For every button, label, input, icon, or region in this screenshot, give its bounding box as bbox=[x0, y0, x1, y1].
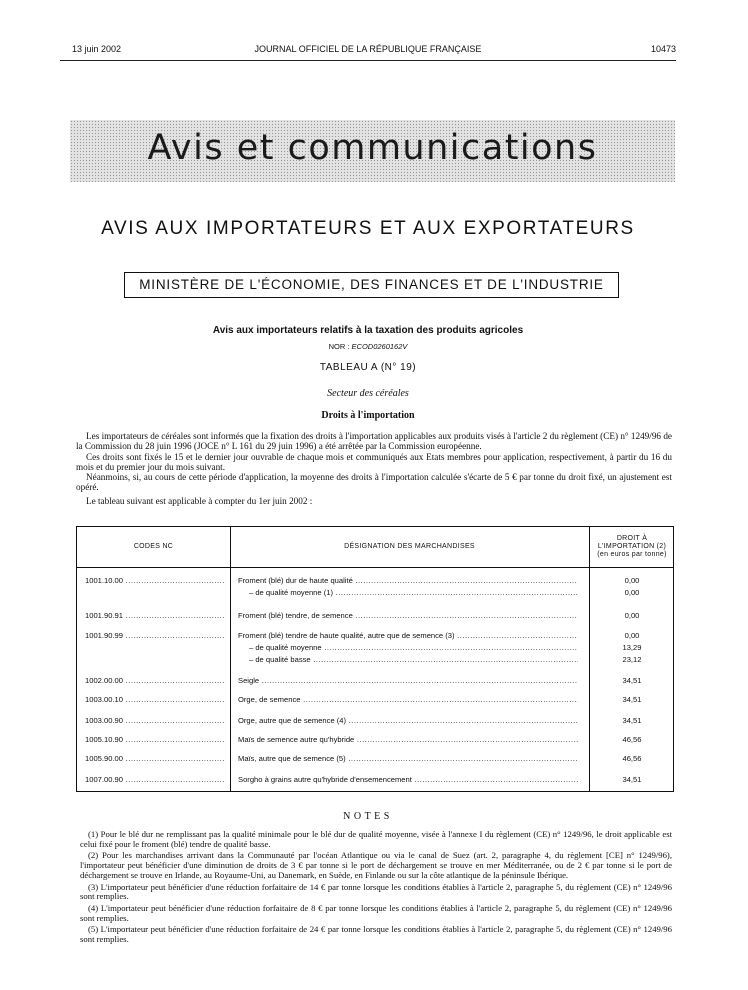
import-duty-value: 0,00 bbox=[624, 576, 640, 585]
section-title: AVIS AUX IMPORTATEURS ET AUX EXPORTATEURS bbox=[101, 218, 635, 239]
table-row bbox=[77, 695, 675, 707]
banner-title: Avis et communications bbox=[147, 128, 598, 168]
intro-paragraphs bbox=[76, 431, 672, 506]
header-date: 13 juin 2002 bbox=[72, 44, 122, 54]
table-row bbox=[77, 611, 675, 623]
goods-designation: Froment (blé) dur de haute qualité ..... bbox=[238, 576, 578, 585]
goods-designation: – de qualité moyenne ..... bbox=[249, 643, 578, 652]
goods-designation: – de qualité moyenne (1) ..... bbox=[249, 588, 578, 597]
import-duty-value: 46,56 bbox=[622, 735, 642, 744]
table-row bbox=[77, 631, 675, 643]
tableau-number: TABLEAU A (N° 19) bbox=[319, 362, 417, 373]
table-row bbox=[77, 775, 675, 787]
note-item: (4) L'importateur peut bénéficier d'une réduction forfaitaire de 8 € par tonne lorsque les conditions établies à l'article 2, paragraphe 5, du règlement (CE) n° 1249/96 sont remplies. bbox=[80, 902, 672, 923]
import-duty-value: 13,29 bbox=[622, 643, 642, 652]
notice-title: Avis aux importateurs relatifs à la taxation des produits agricoles bbox=[212, 325, 524, 336]
import-duty-value: 46,56 bbox=[622, 754, 642, 763]
header-journal-title: JOURNAL OFFICIEL DE LA RÉPUBLIQUE FRANÇAISE bbox=[254, 44, 482, 54]
nc-code: 1005.90.00 ..... bbox=[85, 754, 225, 763]
goods-designation: Orge, de semence ..... bbox=[238, 695, 578, 704]
page-header bbox=[60, 44, 676, 58]
import-duty-value: 0,00 bbox=[624, 631, 640, 640]
table-row bbox=[77, 735, 675, 747]
import-duty-value: 23,12 bbox=[622, 655, 642, 664]
nc-code: 1001.10.00 ..... bbox=[85, 576, 225, 585]
nc-code: 1002.00.00 ..... bbox=[85, 676, 225, 685]
column-header-codes: CODES NC bbox=[133, 543, 174, 550]
nc-code: 1003.00.90 ..... bbox=[85, 716, 225, 725]
goods-designation: Seigle ..... bbox=[238, 676, 578, 685]
paragraph: Ces droits sont fixés le 15 et le dernier jour ouvrable de chaque mois et communiqués aux Etats membres pour application, respectivement, à partir du 16 du mois et du premier jour du mois suivant. bbox=[76, 451, 672, 472]
table-row bbox=[77, 576, 675, 588]
nc-code: 1007.00.90 ..... bbox=[85, 775, 225, 784]
table-row bbox=[77, 754, 675, 766]
ministry-box: MINISTÈRE DE L'ÉCONOMIE, DES FINANCES ET DE L'INDUSTRIE bbox=[124, 272, 619, 298]
nor-reference bbox=[60, 342, 676, 351]
sector-subtitle: Secteur des céréales bbox=[327, 388, 409, 399]
droits-heading: Droits à l'importation bbox=[321, 410, 415, 421]
goods-designation: Orge, autre que de semence (4) ..... bbox=[238, 716, 578, 725]
nor-label: NOR : bbox=[328, 342, 350, 351]
column-header-droit bbox=[589, 527, 675, 567]
note-item: (2) Pour les marchandises arrivant dans la Communauté par l'océan Atlantique ou via le canal de Suez (art. 2, paragraphe 4, du règlement [CE] n° 1249/96), l'importateur peut bénéficier d'une diminution de droits de 3 € par tonne si le port de déchargement se trouve en mer Méditerranée, ou de 2 € par tonne si le port de déchargement se trouve en Irlande, au Royaume-Uni, au Danemark, en Suède, en Finlande ou sur la côte atlantique de la péninsule Ibérique. bbox=[80, 850, 672, 880]
note-item: (1) Pour le blé dur ne remplissant pas la qualité minimale pour le blé dur de qualité moyenne, visée à l'annexe I du règlement (CE) n° 1249/96, le droit applicable est celui fixé pour le froment (blé) tendre de qualité basse. bbox=[80, 829, 672, 849]
goods-designation: – de qualité basse ..... bbox=[249, 655, 578, 664]
table-row bbox=[77, 588, 675, 600]
note-item: (3) L'importateur peut bénéficier d'une réduction forfaitaire de 14 € par tonne lorsque les conditions établies à l'article 2, paragraphe 5, du règlement (CE) n° 1249/96 sont remplies. bbox=[80, 881, 672, 902]
column-header-designation: DÉSIGNATION DES MARCHANDISES bbox=[344, 543, 475, 550]
paragraph: Le tableau suivant est applicable à compter du 1er juin 2002 : bbox=[86, 495, 313, 506]
goods-designation: Froment (blé) tendre de haute qualité, autre que de semence (3) ..... bbox=[238, 631, 578, 640]
header-rule bbox=[60, 60, 676, 61]
notes-title: NOTES bbox=[343, 811, 393, 822]
goods-designation: Maïs, autre que de semence (5) ..... bbox=[238, 754, 578, 763]
import-duty-value: 34,51 bbox=[622, 775, 642, 784]
nc-code: 1001.90.91 ..... bbox=[85, 611, 225, 620]
table-row bbox=[77, 716, 675, 728]
nor-code: ECOD0260162V bbox=[351, 342, 408, 351]
import-duty-value: 0,00 bbox=[624, 588, 640, 597]
import-duty-value: 0,00 bbox=[624, 611, 640, 620]
header-page-number: 10473 bbox=[650, 44, 676, 54]
table-row bbox=[77, 655, 675, 667]
nc-code: 1003.00.10 ..... bbox=[85, 695, 225, 704]
import-duties-table bbox=[76, 526, 674, 792]
droit-header-unit: (en euros par tonne) bbox=[597, 551, 667, 558]
paragraph: Les importateurs de céréales sont informés que la fixation des droits à l'importation applicables aux produits visés à l'article 2 du règlement (CE) n° 1249/96 de la Commission du 28 juin 1996 (JOCE n° L 161 du 29 juin 1996) a été arrêtée par la Commission européenne. bbox=[76, 431, 672, 452]
goods-designation: Maïs de semence autre qu'hybride ..... bbox=[238, 735, 578, 744]
header-divider bbox=[77, 567, 673, 568]
goods-designation: Sorgho à grains autre qu'hybride d'ensemencement ..... bbox=[238, 775, 578, 784]
table-row bbox=[77, 643, 675, 655]
paragraph: Néanmoins, si, au cours de cette période d'application, la moyenne des droits à l'importation calculée s'écarte de 5 € par tonne du droit fixé, un ajustement est opéré. bbox=[76, 472, 672, 493]
notes-list bbox=[80, 830, 672, 947]
nc-code: 1001.90.99 ..... bbox=[85, 631, 225, 640]
import-duty-value: 34,51 bbox=[622, 695, 642, 704]
table-row bbox=[77, 676, 675, 688]
droit-header-label: DROIT À L'IMPORTATION (2) bbox=[597, 535, 667, 550]
goods-designation: Froment (blé) tendre, de semence ..... bbox=[238, 611, 578, 620]
import-duty-value: 34,51 bbox=[622, 676, 642, 685]
import-duty-value: 34,51 bbox=[622, 716, 642, 725]
nc-code: 1005.10.90 ..... bbox=[85, 735, 225, 744]
note-item: (5) L'importateur peut bénéficier d'une réduction forfaitaire de 24 € par tonne lorsque les conditions établies à l'article 2, paragraphe 5, du règlement (CE) n° 1249/96 sont remplies. bbox=[80, 924, 672, 945]
